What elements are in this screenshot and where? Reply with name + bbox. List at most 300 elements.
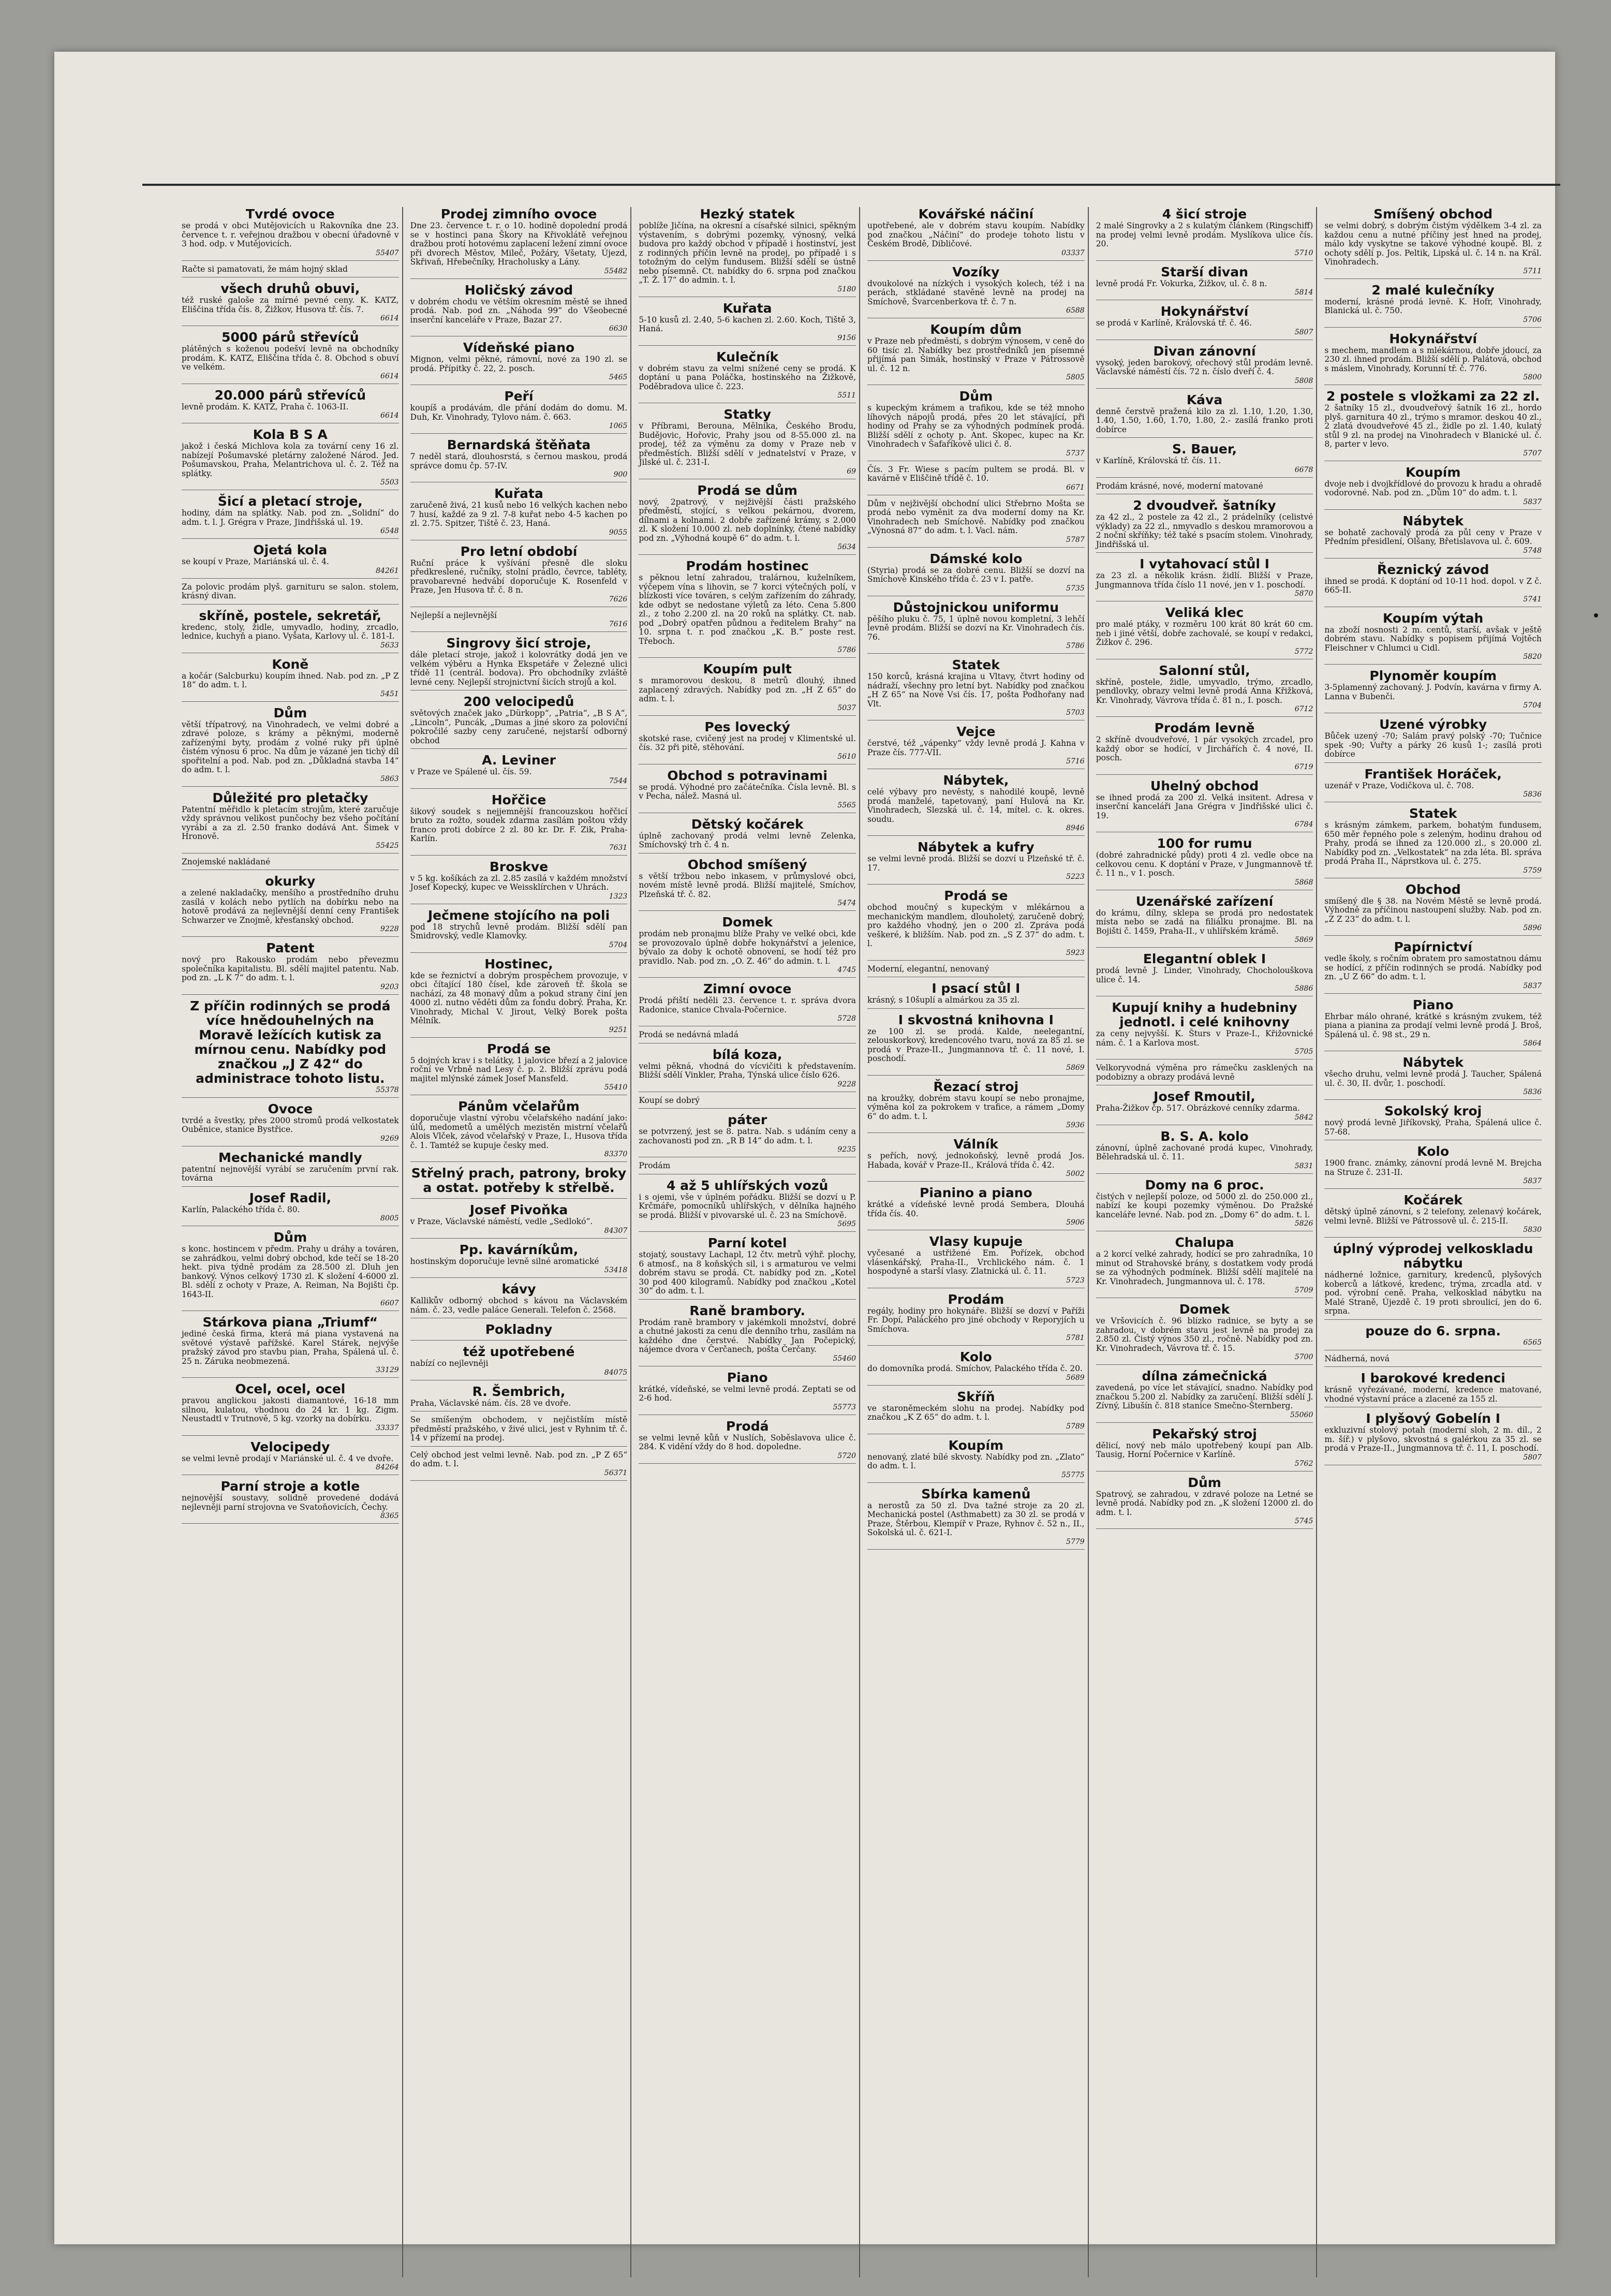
classified-ad (639, 1048, 856, 1092)
classified-ad (1324, 940, 1542, 994)
ad-text: 5 dojných krav i s telátky, 1 jalovice březí a 2 jalovice roční ve Vrbně nad Lesy č. p. 2. Bližší zprávu podá majitel mlýnské zámek Josef Mansfeld. (410, 1055, 628, 1083)
classified-ad (867, 773, 1085, 836)
classified-ad (867, 1390, 1085, 1434)
ad-heading: 100 for rumu (1157, 836, 1252, 851)
classified-ad (1096, 344, 1313, 389)
classified-ad (1096, 265, 1313, 301)
column-5 (1093, 207, 1318, 2277)
classified-ad (410, 1203, 628, 1239)
ad-number: 5704 (1523, 701, 1542, 710)
ad-heading: Parní stroje a kotle (220, 1479, 360, 1494)
ad-heading: též upotřebené (463, 1344, 575, 1359)
ad-number: 84261 (376, 566, 399, 575)
ad-text: úplně zachovaný prodá velmi levně Zelenka, Smíchovský trh č. 4 n. (639, 831, 856, 849)
classified-ad (410, 860, 628, 904)
ad-number: 8946 (1066, 824, 1085, 832)
ad-heading: Kola B S A (253, 427, 328, 442)
classified-ad (1096, 1235, 1313, 1298)
classified-ad (182, 657, 399, 702)
ad-text: ve Vršovicích č. 96 blízko radnice, se byty a se zahradou, v dobrém stavu jest levně na prodej za 2.850 zl. Čistý výnos 350 zl., ročně. Nabídky pod zn. Kr. Vinohradech, Vávrova tř. č. 15. (1096, 1316, 1313, 1353)
ad-heading: Pánům včelařům (458, 1099, 580, 1114)
ad-heading: úplný výprodej velkoskladu nábytku (1333, 1241, 1533, 1271)
ad-heading: Dům (273, 1230, 307, 1245)
ad-number: 33337 (376, 1423, 399, 1432)
ad-number: 5710 (1294, 248, 1313, 257)
ad-text: Celý obchod jest velmi levně. Nab. pod zn. „P Z 65“ do adm. t. l. (410, 1450, 628, 1468)
ad-text: dětský úplně zánovní, s 2 telefony, zelenavý kočárek, velmi levně. Bližší ve Pátrossově ul. č. 215-II. (1324, 1207, 1542, 1226)
classified-ad (639, 662, 856, 716)
ad-text: krásně vyřezávané, moderní, kredence matované, vhodné výstavní práce a zlacené za 155 zl. (1324, 1385, 1542, 1404)
ad-heading: I barokové kredenci (1361, 1371, 1505, 1386)
ad-heading: Uhelný obchod (1150, 778, 1259, 793)
ad-number: 5762 (1294, 1459, 1313, 1468)
ad-number: 5779 (1066, 1537, 1085, 1546)
ad-number: 5869 (1066, 1063, 1085, 1072)
ad-text: i s ojemi, vše v úplném pořádku. Bližší se dozví u P. Krčmáře, pomocníků uhlířských, v dělníka hajného se prodá. Bližší v pivovarské ul. č. 23 na Smíchově. (639, 1192, 856, 1220)
ad-number: 5711 (1523, 267, 1542, 275)
ad-heading: 2 dvoudveř. šatníky (1133, 498, 1276, 513)
ad-heading: Vlasy kupuje (929, 1234, 1023, 1249)
ad-heading: Chalupa (1175, 1235, 1234, 1250)
classified-ad (182, 265, 399, 278)
ad-text: vyčesané a ustřižené Em. Pořízek, obchod vlásenkářský, Praha-II., Vrchlického nám. č. 1 hospodyně a starší vlasy. Zlatnická ul. č. 11. (867, 1248, 1085, 1276)
classified-ad (410, 341, 628, 385)
ad-text: Moderní, elegantní, nenovaný (867, 964, 989, 974)
classified-columns (179, 207, 1545, 2277)
classified-ad (639, 559, 856, 658)
classified-ad (639, 982, 856, 1026)
ad-number: 5936 (1066, 1121, 1085, 1129)
ad-heading: Nábytek, (943, 773, 1009, 788)
ad-heading: 4 šicí stroje (1162, 207, 1247, 222)
ad-number: 6719 (1294, 762, 1313, 771)
ad-heading: Uzenářské zařízení (1135, 893, 1274, 909)
ad-heading: Pp. kavárníkům, (459, 1242, 579, 1257)
classified-ad (1096, 836, 1313, 890)
ad-heading: Veliká klec (1165, 605, 1244, 620)
ad-number: 5634 (837, 543, 856, 551)
classified-ad (867, 965, 1085, 978)
ad-number: 5511 (837, 391, 856, 400)
classified-ad (410, 389, 628, 434)
classified-ad (1096, 442, 1313, 478)
classified-ad (639, 1113, 856, 1157)
ad-heading: Nábytek (1402, 1055, 1464, 1070)
ad-heading: Střelný prach, patrony, broky a ostat. potřeby k střelbě. (411, 1166, 627, 1195)
ad-number: 5837 (1523, 497, 1542, 506)
classified-ad (410, 1166, 628, 1199)
ad-number: 5037 (837, 703, 856, 712)
ad-number: 5704 (609, 940, 628, 949)
ad-number: 5787 (1066, 535, 1085, 544)
ad-heading: Kupují knihy a hudebniny jednotl. i celé knihovny (1112, 1000, 1297, 1029)
ad-text: Prodá přiští neděli 23. července t. r. správa dvora Radonice, stanice Chvala-Počernice. (639, 996, 856, 1014)
ad-text: nabízí co nejlevněji (410, 1359, 489, 1368)
classified-ad (1096, 1090, 1313, 1125)
ad-heading: Pes lovecký (704, 719, 790, 734)
ad-text: doporučuje vlastní výrobu včelařského nadání jako: úlů, medometů a umělých mezistěn mistrní včelařů Alois Vlček, závod včelařský v Praze, I., Husova třída č. 1. Tamtéž se kupuje česky med. (410, 1113, 628, 1150)
ad-text: krásný, s 10šuplí a almárkou za 35 zl. (867, 995, 1020, 1005)
ad-text: Nejlepší a nejlevnější (410, 610, 497, 620)
classified-ad (867, 265, 1085, 319)
ad-heading: Domek (722, 915, 773, 930)
ad-number: 6614 (380, 314, 399, 322)
ad-text: 7 neděl stará, dlouhosrstá, s černou maskou, prodá správce domu čp. 57-IV. (410, 452, 628, 470)
ad-heading: Elegantní oblek I (1143, 951, 1266, 966)
ad-text: Dne 23. července t. r. o 10. hodině dopolední prodá se v hostinci pana Škory na Křivoklátě veřejnou dražbou protí hotovému zaplacení ležení zimní ovoce při dvorech Městov, Mileč, Požáry, Všetaty, Újezd, Skřivaň, Hřebečníky, Hracholusky a Lány. (410, 221, 628, 267)
ad-heading: Sbírka kamenů (921, 1486, 1031, 1502)
ad-number: 9228 (380, 925, 399, 933)
ad-text: uzenář v Praze, Vodičkova ul. č. 708. (1324, 781, 1474, 790)
classified-ad (1096, 482, 1313, 495)
classified-ad (639, 817, 856, 853)
classified-ad (410, 544, 628, 607)
classified-ad (1096, 1000, 1313, 1059)
ad-number: 5707 (1523, 449, 1542, 458)
ad-number: 5748 (1523, 546, 1542, 555)
ad-text: regály, hodiny pro hokynáře. Bližší se dozví v Paříži Fr. Dopí, Paláckého pro jiné obchody v Reporyjích u Smíchova. (867, 1306, 1085, 1334)
ad-heading: Skříň (957, 1389, 995, 1404)
ad-heading: bílá koza, (712, 1047, 782, 1062)
ad-text: upotřebené, ale v dobrém stavu koupím. Nabídky pod značkou „Náčiní“ do prodeje tohoto listu v Českém Brodě, Dibličové. (867, 221, 1085, 248)
ad-number: 8365 (380, 1512, 399, 1520)
ad-text: smíšený dle § 38. na Novém Městě se levně prodá. Výhodně za příčinou nastoupení služby. Nab. pod zn. „Z Z 23“ do adm. t. l. (1324, 896, 1542, 924)
ad-text: Patentní měřidlo k pletacím strojům, které zaručuje vždy správnou velikost punčochy bez všeho počítání vyrábí a za zl. 2.50 franko dodává Ant. Šimek v Hronově. (182, 804, 399, 841)
classified-ad (1096, 1369, 1313, 1423)
top-rule (142, 184, 1560, 186)
classified-ad (410, 636, 628, 690)
ad-number: 6671 (1066, 483, 1085, 492)
ad-text: za 42 zl., 2 postele za 42 zl., 2 prádelníky (celistvé výklady) za 22 zl., nmyvadlo s deskou mramorovou a 2 noční skříňky; též také s psacím stolem. Vinohrady, Jindřišská ul. (1096, 512, 1313, 549)
ad-text: v Karlíně, Královská tř. čís. 11. (1096, 456, 1221, 465)
ad-heading: Raně brambory. (689, 1303, 805, 1318)
classified-ad (410, 1243, 628, 1278)
classified-ad (867, 1438, 1085, 1483)
ad-text: v dobrém stavu za velmi snížené ceny se prodá. K doptání u pana Poláčka, hostinského na Žižkově, Poděbradova ulice č. 223. (639, 363, 856, 391)
ad-heading: Papírnictví (1394, 939, 1472, 954)
ad-text: Znojemské nakládané (182, 857, 271, 866)
ad-heading: Kolo (959, 1349, 992, 1364)
classified-ad (867, 389, 1085, 461)
ad-number: 5837 (1523, 981, 1542, 990)
ad-text: nenovaný, zlaté bílé skvosty. Nabídky pod zn. „Zlato“ do adm. t. l. (867, 1452, 1085, 1470)
ad-number: 1065 (609, 422, 628, 430)
ad-number: 6565 (1523, 1338, 1542, 1347)
classified-ad (1096, 304, 1313, 340)
ad-number: 5689 (1066, 1373, 1085, 1382)
ad-heading: páter (728, 1112, 767, 1127)
ad-number: 5633 (380, 641, 399, 650)
ad-text: krátké, vídeňské, se velmi levně prodá. Zeptati se od 2-6 hod. (639, 1384, 856, 1403)
classified-ad (639, 858, 856, 911)
ad-text: (dobré zahradnické půdy) proti 4 zl. vedle obce na celkovou cenu. K doptání v Praze, v Jungmannově tř. č. 11 n., v 1. posch. (1096, 850, 1313, 878)
ad-text: větší třípatrový, na Vinohradech, ve velmi dobré a zdravé poloze, s krámy a pěknými, moderně zařízenými byty, prodám z volné ruky při úplně čistém výnosu 6 proc. Na dům je vázané jen tichý díl spořitelní a pod. Nab. pod zn. „Důkladná stavba 14“ do adm. t. l. (182, 719, 399, 774)
ad-text: dále pletací stroje, jakož i kolovrátky dodá jen ve velkém výběru a Hynka Ekspetáře v Železné ulici třídě 11 (centrál. bodova). Pro obchodníky zvláště levné ceny. Nejlepší strojnictvní šicích strojů a kol. (410, 650, 628, 687)
ad-heading: dílna zámečnická (1142, 1368, 1267, 1384)
classified-ad (639, 1031, 856, 1043)
classified-ad (1324, 806, 1542, 878)
classified-ad (1324, 1371, 1542, 1407)
ad-heading: Důležité pro pletačky (212, 790, 368, 805)
ad-text: koupíš a prodávám, dle přání dodám do domu. M. Duh, Kr. Vinohrady, Tylovo nám. č. 663. (410, 403, 628, 422)
ad-text: pěšího pluku č. 75, 1 úplně novou kompletní, 3 lehčí levně prodám. Bližší se dozví na Kr. Vinohradech čís. 76. (867, 614, 1085, 642)
ad-text: 2 šatníky 15 zl., dvoudveřový šatník 16 zl., hordo plyš. garnitura 40 zl., trýmo s mramor. deskou 40 zl., 2 zlatá dvoudveřové 45 zl., židle po zl. 1.40, kulatý stůl 9 zl. na prodej na Vinohradech v Blanické ul. č. 8, parter v levo. (1324, 403, 1542, 449)
ad-number: 5837 (1523, 1177, 1542, 1185)
ad-number: 5474 (837, 899, 856, 907)
ad-number: 5830 (1523, 1226, 1542, 1234)
classified-ad (639, 720, 856, 764)
classified-ad (867, 1080, 1085, 1134)
ad-heading: Řeznický závod (1377, 562, 1489, 577)
classified-ad (410, 1322, 628, 1341)
ad-text: se ihned prodá za 200 zl. Velká insitent. Adresa v inserční kanceláři Jana Grégra v Jindřišské ulici č. 19. (1096, 792, 1313, 820)
ad-heading: Ječmene stojícího na poli (427, 907, 610, 923)
classified-ad (1324, 1144, 1542, 1189)
ad-number: 55410 (604, 1083, 628, 1092)
ad-heading: Nábytek (1402, 513, 1464, 528)
ad-number: 5716 (1066, 757, 1085, 766)
column-1 (179, 207, 403, 2277)
classified-ad (1324, 207, 1542, 279)
ad-text: velmi pěkná, vhodná do vícvičiti k představením. Bližší sdělí Vinkler, Praha, Týnská ulice číslo 626. (639, 1061, 856, 1080)
ad-heading: I skvostná knihovna I (898, 1012, 1054, 1027)
ad-number: 55425 (376, 841, 399, 850)
ad-heading: Sokolský kroj (1384, 1103, 1482, 1118)
ad-heading: Divan zánovní (1153, 343, 1256, 359)
classified-ad (1324, 514, 1542, 558)
ad-text: se velmi levně kůň v Nuslích, Soběslavova ulice č. 284. K vidění vždy do 8 hod. dopoledne. (639, 1433, 856, 1451)
ad-heading: Prodá se (486, 1041, 551, 1056)
ad-text: za ceny nejvyšší. K. Šturs v Praze-I., Křižovnické nám. č. 1 a Karlova most. (1096, 1029, 1313, 1048)
ad-heading: Velocipedy (250, 1439, 330, 1454)
ad-text: (Styria) prodá se za dobré cenu. Bližší se dozví na Smíchově Kinského třída č. 23 v I. patře. (867, 565, 1085, 584)
ad-number: 5789 (1066, 1422, 1085, 1431)
ad-text: exkluzivní stolový potah (moderní sloh, 2 m. díl., 2 m. šíř.) v plyšovo, skvostná s galérkou za 35 zl. se prodá v Praze-II., Jungmannova tř. č. 11, I. poschodí. (1324, 1425, 1542, 1453)
ad-heading: Domy na 6 proc. (1145, 1177, 1264, 1193)
ad-number: 6588 (1066, 306, 1085, 315)
ad-number: 7544 (609, 776, 628, 785)
ad-number: 84307 (604, 1226, 628, 1235)
classified-ad (410, 1416, 628, 1447)
ad-number: 84075 (604, 1368, 628, 1377)
ad-number: 5695 (837, 1220, 856, 1228)
ad-number: 7626 (609, 595, 628, 604)
ad-heading: Zimní ovoce (703, 981, 792, 996)
ad-number: 9235 (837, 1145, 856, 1154)
ad-number: 53418 (604, 1266, 628, 1274)
ad-number: 84264 (376, 1463, 399, 1471)
ad-text: se bohatě zachovalý prodá za půl ceny v Praze v Předním přesidlení, Olšany, Břetislavova ul. č. 609. (1324, 527, 1542, 546)
ad-text: Ruční práce k vyšívání přesně dle sloku předkreslené, ručníky, stolní prádlo, čevrce, tabléty, pravobarevné hedvábí doporučuje K. Rosenfeld v Praze, Jen Husova tř. č. 8 n. (410, 558, 628, 595)
ad-heading: Statky (723, 407, 772, 422)
ad-heading: kávy (501, 1282, 536, 1297)
ad-text: Velkoryvodná výměna pro rámečku zasklených na podobizny a obrazy prodává levně (1096, 1063, 1313, 1082)
ad-number: 9055 (609, 528, 628, 537)
ad-heading: Uzené výrobky (1379, 717, 1487, 732)
ad-text: v Příbrami, Berouna, Mělníka, Českého Brodu, Budějovic, Hořovic, Prahy jsou od 8-55.000 zl. na prodej, též za výměnu za domy v Praze neb v předměstích. Bližší sdělí v jednatelství v Praze, v Jilské ul. č. 231-I. (639, 421, 856, 467)
classified-ad (1096, 207, 1313, 261)
classified-ad (639, 1371, 856, 1415)
ad-number: 56371 (604, 1468, 628, 1477)
classified-ad (1096, 1178, 1313, 1232)
classified-ad (410, 438, 628, 482)
ad-number: 1323 (609, 892, 628, 901)
ad-heading: Starší divan (1161, 264, 1248, 279)
ad-text: kde se řeznictví a dobrým prospěchem provozuje, v obci čítající 180 čísel, kde zároveň tř. škola se nachází, za 48 monavý dům a pokud strany činí jen 4000 zl. nutno věděti dům za fondu dobrý. Praha, Kr. Vinohrady, Michal V. Jirout, Velký Borek pošta Mělník. (410, 970, 628, 1025)
ad-text: nádherné ložnice, garnitury, kredenců, plyšových koberců a látkové, kredenc, trýma, zrcadla atd. v pod. výrobní ceně. Praha, velkosklad nábytku na Malé Straně, Újezdě č. 19 proti sbroulicí, jen do 6. srpna. (1324, 1270, 1542, 1316)
ad-heading: Josef Pivoňka (469, 1202, 568, 1217)
ad-heading: Obchod s potravinami (667, 768, 827, 783)
classified-ad (639, 1179, 856, 1232)
classified-ad (1324, 1355, 1542, 1367)
ad-heading: Hořčice (491, 792, 546, 807)
classified-ad (1324, 563, 1542, 607)
ad-number: 5814 (1294, 288, 1313, 297)
classified-ad (1096, 1129, 1313, 1174)
ad-number: 5800 (1523, 373, 1542, 381)
classified-ad (182, 609, 399, 653)
classified-ad (410, 1451, 628, 1481)
ad-text: ze 100 zl. se prodá. Kalde, neelegantní, zelouskorkový, kredencového tvaru, nová za 85 zl. se prodá v Praze-II., Jungmannova tř. č. 11 nové, I. poschodí. (867, 1026, 1085, 1063)
ad-heading: Dům (1188, 1475, 1221, 1490)
ad-heading: I vytahovací stůl I (1140, 556, 1269, 571)
ad-text: Bůček uzený -70; Salám pravý polský -70; Tučnice spek -90; Vuřty a párky 26 kusů 1-; zasílá proti dobírce (1324, 731, 1542, 759)
classified-ad (410, 753, 628, 789)
classified-ad (1096, 1427, 1313, 1471)
ad-heading: I plyšový Gobelín I (1366, 1411, 1500, 1426)
ad-heading: Dům (273, 705, 307, 720)
ad-text: v 5 kg. košíkách za zl. 2.85 zasílá v každém množství Josef Kopecký, kupec ve Weissklírchen v Uhrách. (410, 873, 628, 892)
ad-number: 6607 (380, 1299, 399, 1307)
ad-number: 900 (613, 470, 628, 479)
ad-text: se prodá v obci Mutějovicích u Rakovníka dne 23. července t. r. veřejnou dražbou v obecní úřadovně v 3 hod. odp. v Mutějovicích. (182, 221, 399, 248)
ad-heading: Singrovy šicí stroje, (446, 636, 592, 651)
ad-text: na kroužky, dobrém stavu koupí se nebo pronajme, výměna kol za pokrokem v trafice, a rámem „Domy 6“ do adm. t. l. (867, 1093, 1085, 1121)
classified-ad (639, 1161, 856, 1174)
ad-text: a nerostů za 50 zl. Dva tažné stroje za 20 zl. Mechanická postel (Asthmabett) za 30 zl. se prodá v Praze, Štěrbou, Klempíř v Praze, Ryhnov č. 52 n., II., Sokolská ul. č. 621-I. (867, 1500, 1085, 1537)
ad-text: s větší tržbou nebo inkasem, v průmyslové obci, novém místě levně prodá. Bližší majitelé, Smíchov, Plzeňská tř. č. 82. (639, 871, 856, 899)
classified-ad (182, 494, 399, 539)
ad-heading: Tvrdé ovoce (246, 207, 335, 222)
ad-heading: Patent (266, 940, 315, 955)
ad-text: Koupí se dobrý (639, 1095, 700, 1105)
classified-ad (182, 428, 399, 490)
ad-text: Kallikův odborný obchod s kávou na Václavském nám. č. 23, vedle paláce Generali. Telefon č. 2568. (410, 1296, 628, 1315)
ad-number: 4745 (837, 966, 856, 974)
ad-heading: Ovoce (268, 1101, 313, 1116)
classified-ad (867, 465, 1085, 495)
ad-heading: Kuřata (494, 486, 543, 501)
ad-heading: Mechanické mandly (218, 1150, 362, 1165)
ad-number: 5223 (1066, 873, 1085, 881)
ad-heading: pouze do 6. srpna. (1365, 1323, 1501, 1338)
classified-ad (867, 1350, 1085, 1386)
classified-ad (639, 301, 856, 346)
classified-ad (1096, 557, 1313, 601)
classified-ad (1096, 779, 1313, 833)
classified-ad (867, 889, 1085, 961)
classified-ad (182, 791, 399, 853)
ad-text: Ehrbar málo ohrané, krátké s krásným zvukem, též piana a pianina za prodají velmi levně prodá J. Broš, Spálená ul. č. 98 st., 29 n. (1324, 1011, 1542, 1039)
ad-number: 69 (847, 467, 856, 476)
classified-ad (1096, 721, 1313, 775)
ad-text: Čís. 3 Fr. Wiese s pacím pultem se prodá. Bl. v kavárně v Eliščině třídě č. 10. (867, 464, 1085, 483)
column-6 (1321, 207, 1545, 2277)
classified-ad (867, 499, 1085, 548)
classified-ad (867, 725, 1085, 769)
ad-text: všecho druhu, velmi levně prodá J. Taucher, Spálená ul. č. 30, II. dvůr, 1. poschodí. (1324, 1069, 1542, 1088)
classified-ad (867, 552, 1085, 596)
ad-text: plátěných s koženou podešví levně na obchodníky prodám. K. KATZ, Eliščina třída č. 8. Obchod s obuví ve velkém. (182, 344, 399, 372)
ad-heading: Prodá se (944, 888, 1008, 903)
margin-dot (1594, 613, 1598, 617)
classified-ad (1324, 389, 1542, 461)
newspaper-page (54, 52, 1555, 2244)
ad-text: pro malé ptáky, v rozměru 100 krát 80 krát 60 cm. neb i jiné větší, dobře zachovalé, se koupí v redakci, Žižkov č. 296. (1096, 620, 1313, 647)
ad-heading: Kolo (1417, 1144, 1450, 1159)
ad-heading: Obchod smíšený (687, 857, 807, 872)
ad-text: se velmi levně prodá. Bližší se dozví u Plzeňské tř. č. 17. (867, 854, 1085, 873)
classified-ad (410, 908, 628, 953)
classified-ad (1324, 1104, 1542, 1140)
ad-heading: Koupím dům (930, 322, 1022, 337)
ad-heading: Peří (504, 389, 534, 404)
ad-number: 6614 (380, 372, 399, 380)
ad-number: 5703 (1066, 709, 1085, 717)
ad-heading: 4 až 5 uhlířských vozů (667, 1178, 829, 1193)
ad-heading: Kočárek (1403, 1193, 1463, 1208)
classified-ad (410, 611, 628, 632)
classified-ad (1096, 1476, 1313, 1529)
ad-heading: Koupím (1405, 464, 1461, 480)
ad-text: pravou anglickou jakosti diamantové, 16-18 mm silnou, kulatou, vhodnou do 24 kr. 1 kg. Zigm. Neustadtl v Trutnově, 5 kg. vzorky na dobírku. (182, 1396, 399, 1423)
classified-ad (182, 1191, 399, 1227)
classified-ad (639, 350, 856, 404)
classified-ad (867, 1013, 1085, 1076)
ad-text: do domovníka prodá. Smíchov, Palackého třída č. 20. (867, 1364, 1083, 1373)
classified-ad (410, 1345, 628, 1380)
ad-number: 9228 (837, 1080, 856, 1088)
column-3 (635, 207, 860, 2277)
ad-number: 03337 (1061, 248, 1085, 257)
ad-text: dvoje neb i dvojkřídlové do provozu k hradu a ohradě vodorovné. Nab. pod zn. „Dům 10“ do adm. t. l. (1324, 479, 1542, 497)
classified-ad (182, 1440, 399, 1476)
ad-number: 6614 (380, 411, 399, 420)
ad-heading: Koupím (948, 1437, 1004, 1453)
classified-ad (410, 1385, 628, 1412)
ad-heading: 2 postele s vložkami za 22 zl. (1326, 389, 1540, 404)
classified-ad (182, 706, 399, 787)
ad-heading: Prodám levně (1154, 720, 1255, 735)
ad-text: prodá levně J. Linder, Vinohrady, Chocholouškova ulice č. 14. (1096, 966, 1313, 984)
ad-number: 5808 (1294, 376, 1313, 385)
ad-number: 5503 (380, 478, 399, 487)
classified-ad (639, 207, 856, 297)
classified-ad (1324, 882, 1542, 936)
ad-text: zánovní, úplně zachované prodá kupec, Vinohrady, Bělehradská ul. č. 11. (1096, 1143, 1313, 1161)
ad-number: 6712 (1294, 705, 1313, 713)
ad-number: 5772 (1294, 647, 1313, 656)
ad-text: krátké a vídeňské levně prodá Sembera, Dlouhá třída čís. 40. (867, 1200, 1085, 1218)
classified-ad (1324, 1242, 1542, 1320)
ad-text: levně prodá Fr. Vokurka, Žižkov, ul. č. 8 n. (1096, 278, 1267, 288)
ad-heading: Důstojnickou uniformu (893, 599, 1059, 615)
ad-number: 55482 (604, 267, 628, 275)
ad-text: s mechem, mandlem a s mlékárnou, dobře jdoucí, za 230 zl. ihned prodám. Bližší sdělí p. Palátová, obchod s máslem, Vinohrady, Korunní tř. č. 776. (1324, 345, 1542, 373)
ad-number: 5807 (1294, 328, 1313, 336)
classified-ad (1096, 393, 1313, 438)
ad-number: 5720 (837, 1451, 856, 1460)
